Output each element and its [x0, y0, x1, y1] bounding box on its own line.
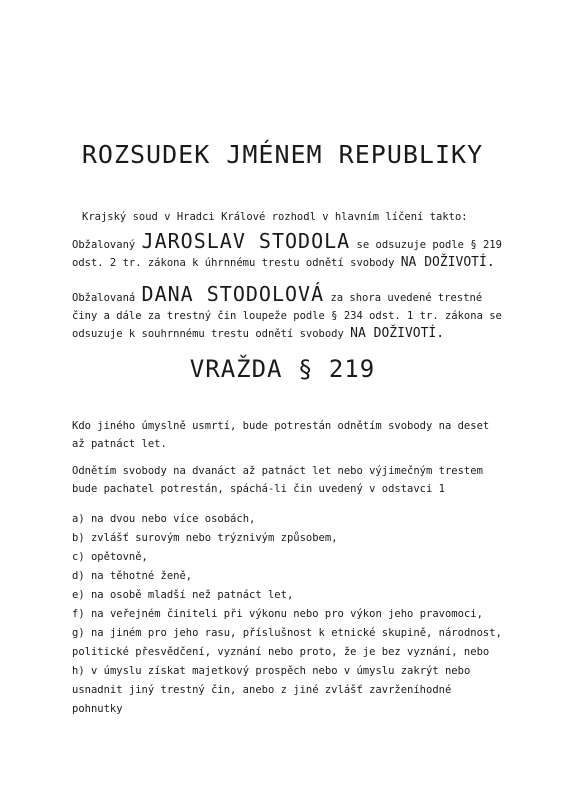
list-item [72, 605, 502, 624]
item-text: na dvou nebo více osobách, [90, 513, 256, 525]
item-letter: b) [72, 532, 85, 544]
document-title: ROZSUDEK JMÉNEM REPUBLIKY [81, 140, 484, 169]
verdict-paragraph-1 [72, 229, 502, 272]
item-text: zvlášť surovým nebo trýznivým způsobem, [90, 532, 338, 544]
intro-paragraph: Krajský soud v Hradci Králové rozhodl v hlavním líčení takto: [82, 211, 468, 223]
item-letter: g) [72, 627, 85, 639]
law-paragraph-2: Odnětím svobody na dvanáct až patnáct let nebo výjimečným trestem bude pachatel potrestán, spáchá-li čin uvedený v odstavci 1 [72, 465, 483, 495]
item-text: na jiném pro jeho rasu, příslušnost k etnické skupině, národnost, politické přesvědčení, vyznání nebo proto, že je bez vyznání, nebo [72, 627, 502, 658]
list-item [72, 662, 502, 719]
item-letter: e) [72, 589, 85, 601]
item-letter: f) [72, 608, 85, 620]
verdict1-text: se odsuzuje podle § 219 odst. 2 tr. zákona k úhrnnému trestu odnětí svobody [72, 239, 502, 269]
list-item [72, 624, 502, 662]
list-item [72, 529, 502, 548]
list-item [72, 586, 502, 605]
law-items-list [72, 510, 502, 719]
list-item [72, 567, 502, 586]
item-letter: a) [72, 513, 85, 525]
item-text: na osobě mladší než patnáct let, [90, 589, 294, 601]
verdict2-prefix: Obžalovaná [72, 292, 136, 304]
list-item [72, 548, 502, 567]
item-text: na těhotné ženě, [90, 570, 193, 582]
verdict1-prefix: Obžalovaný [72, 239, 136, 251]
defendant-name-1: JAROSLAV STODOLA [141, 229, 351, 253]
item-text: opětovně, [90, 551, 148, 563]
item-letter: c) [72, 551, 85, 563]
list-item [72, 510, 502, 529]
item-letter: h) [72, 665, 85, 677]
item-letter: d) [72, 570, 85, 582]
defendant-name-2: DANA STODOLOVÁ [141, 282, 325, 306]
section-heading: VRAŽDA § 219 [189, 355, 376, 383]
verdict2-text: za shora uvedené trestné činy a dále za trestný čin loupeže podle § 234 odst. 1 tr. zákona se odsuzuje k souhrnnému trestu odnětí svobody [72, 292, 502, 340]
verdict-paragraph-2 [72, 282, 502, 343]
verdict2-sentence: NA DOŽIVOTÍ. [350, 326, 445, 341]
law-paragraph-1: Kdo jiného úmyslně usmrtí, bude potrestán odnětím svobody na deset až patnáct let. [72, 420, 490, 450]
item-text: na veřejném činiteli při výkonu nebo pro výkon jeho pravomoci, [90, 608, 483, 620]
item-text: v úmyslu získat majetkový prospěch nebo v úmyslu zakrýt nebo usnadnit jiný trestný čin, anebo z jiné zvlášť zavrženíhodné pohnutky [72, 665, 471, 715]
verdict1-sentence: NA DOŽIVOTÍ. [400, 255, 495, 270]
